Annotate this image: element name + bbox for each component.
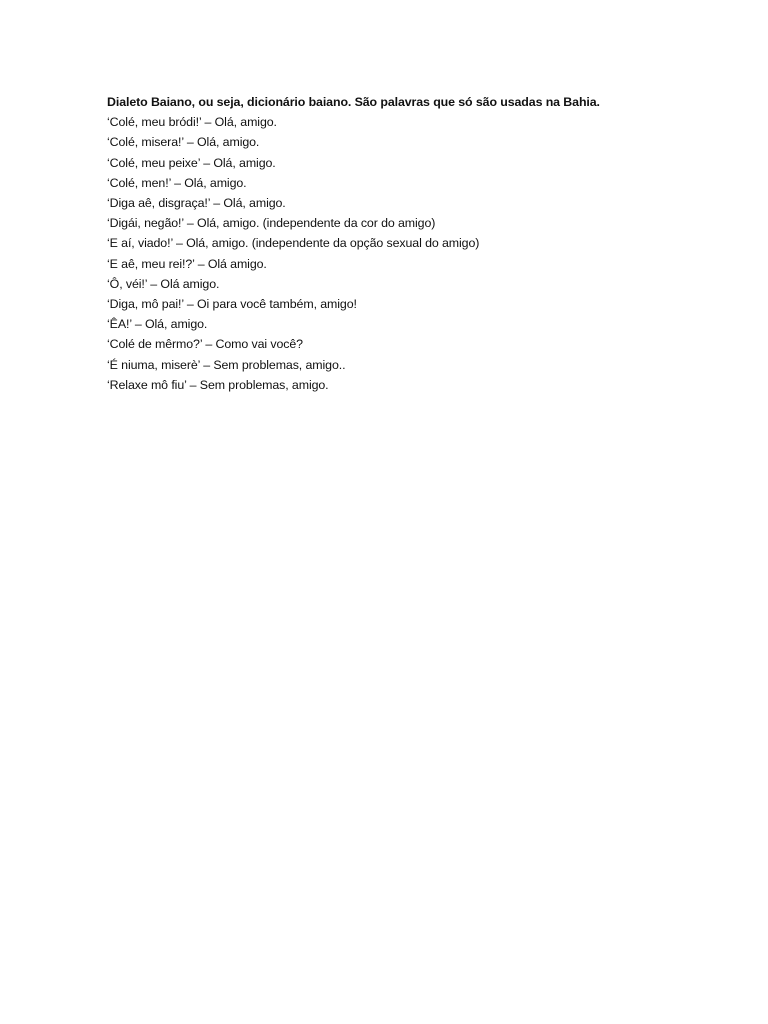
dialect-entry: ‘Colé, meu peixe’ – Olá, amigo.	[107, 155, 276, 170]
document-title: Dialeto Baiano, ou seja, dicionário baiano. São palavras que só são usadas na Bahia.	[107, 95, 600, 109]
dialect-entry: ‘Diga, mô pai!’ – Oi para você também, amigo!	[107, 297, 357, 312]
dialect-entry: ‘Digái, negão!’ – Olá, amigo. (independente da cor do amigo)	[107, 216, 436, 231]
dialect-entry: ‘ÊA!’ – Olá, amigo.	[107, 317, 208, 332]
dialect-entry: ‘Ô, véi!’ – Olá amigo.	[107, 276, 220, 291]
dialect-entry: ‘Diga aê, disgraça!’ – Olá, amigo.	[107, 196, 286, 211]
dialect-entry: ‘Colé, meu bródi!’ – Olá, amigo.	[107, 115, 277, 130]
dialect-entry: ‘E aí, viado!’ – Olá, amigo. (independente da opção sexual do amigo)	[107, 236, 480, 251]
dialect-entry: ‘Relaxe mô fiu’ – Sem problemas, amigo.	[107, 377, 329, 392]
dialect-entry: ‘E aê, meu rei!?’ – Olá amigo.	[107, 256, 267, 271]
dialect-entry: ‘Colé de mêrmo?’ – Como vai você?	[107, 337, 303, 352]
dialect-entry: ‘É niuma, miserè’ – Sem problemas, amigo..	[107, 357, 346, 372]
dialect-entry: ‘Colé, men!’ – Olá, amigo.	[107, 175, 247, 190]
dialect-entry: ‘Colé, misera!’ – Olá, amigo.	[107, 135, 260, 150]
document-body	[107, 92, 707, 395]
